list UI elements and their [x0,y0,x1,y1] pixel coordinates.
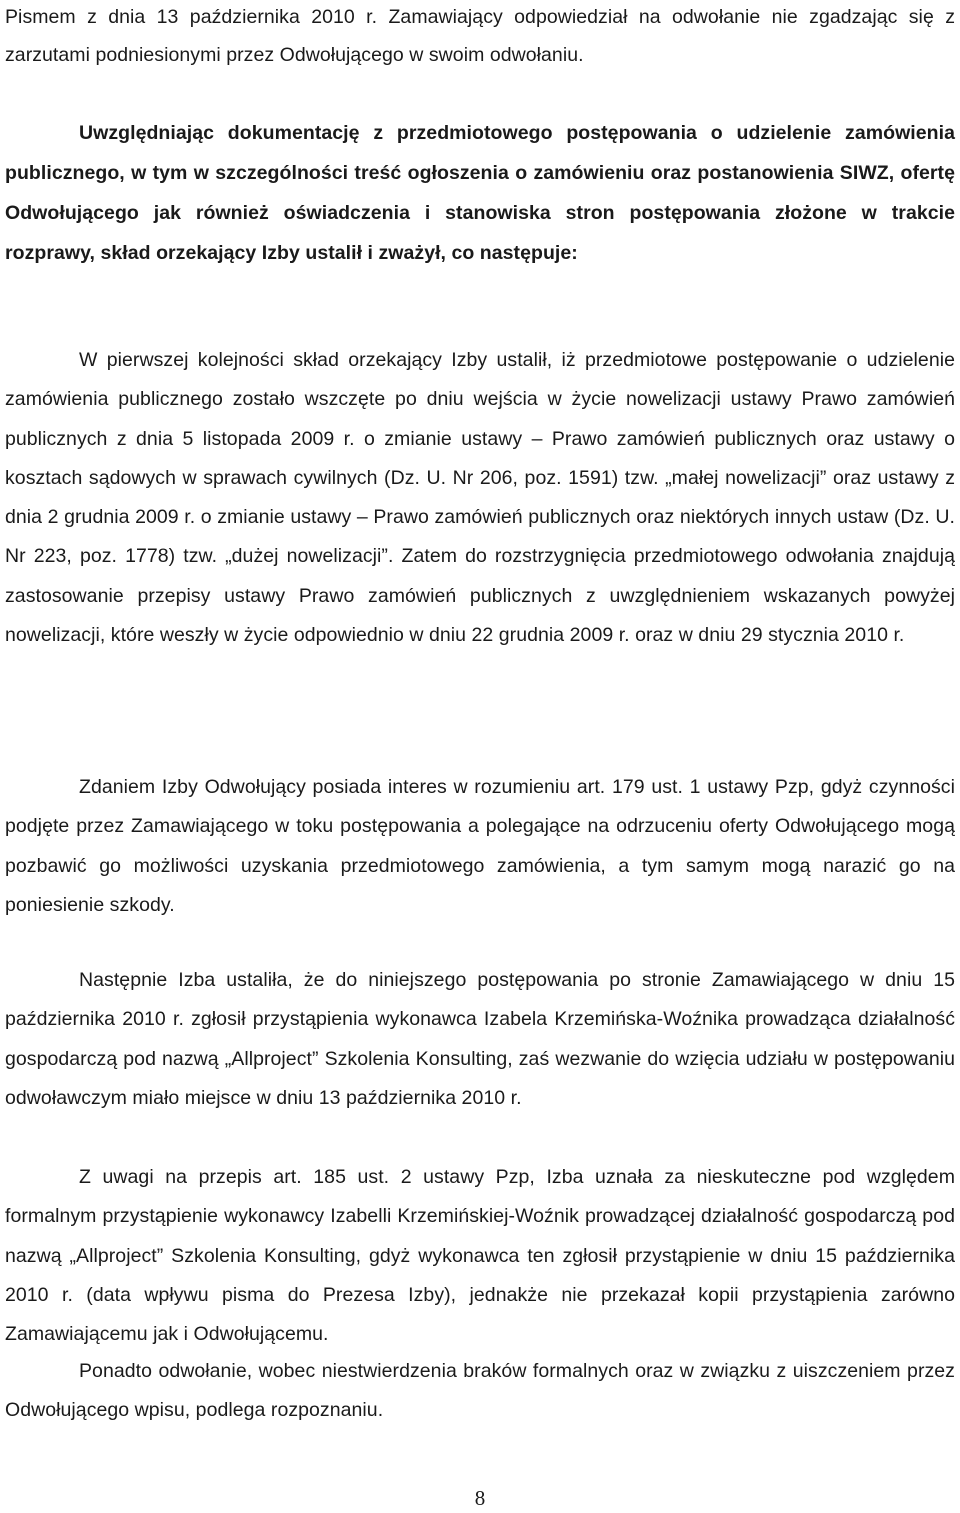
intro-paragraph: Pismem z dnia 13 października 2010 r. Zamawiający odpowiedział na odwołanie nie zgadzając się z zarzutami podniesionymi przez Odwołującego w swoim odwołaniu. [5,6,955,66]
page-number: 8 [474,1486,486,1510]
ineffective-accession-paragraph: Z uwagi na przepis art. 185 ust. 2 ustawy Pzp, Izba uznała za nieskuteczne pod względem formalnym przystąpienie wykonawcy Izabelli Krzemińskiej-Woźnik prowadzącej działalność gospodarczą pod nazwą „Allproject” Szkolenia Konsulting, gdyż wykonawca ten zgłosił przystąpienie w dniu 15 października 2010 r. (data wpływu pisma do Prezesa Izby), jednakże nie przekazał kopii przystąpienia zarówno Zamawiającemu jak i Odwołującemu. [5,1166,955,1346]
accession-paragraph: Następnie Izba ustaliła, że do niniejszego postępowania po stronie Zamawiającego w dniu 15 października 2010 r. zgłosił przystąpienia wykonawca Izabela Krzemińska-Woźnika prowadząca działalność gospodarczą pod nazwą „Allproject” Szkolenia Konsulting, zaś wezwanie do wzięcia udziału w postępowaniu odwoławczym miało miejsce w dniu 13 października 2010 r. [5,969,955,1109]
conclusion-paragraph: Ponadto odwołanie, wobec niestwierdzenia braków formalnych oraz w związku z uiszczeniem przez Odwołującego wpisu, podlega rozpoznaniu. [5,1360,955,1422]
legal-basis-paragraph: W pierwszej kolejności skład orzekający Izby ustalił, iż przedmiotowe postępowanie o udzielenie zamówienia publicznego zostało wszczęte po dniu wejścia w życie nowelizacji ustawy Prawo zamówień publicznych z dnia 5 listopada 2009 r. o zmianie ustawy – Prawo zamówień publicznych oraz ustawy o kosztach sądowych w sprawach cywilnych (Dz. U. Nr 206, poz. 1591) tzw. „małej nowelizacji” oraz ustawy z dnia 2 grudnia 2009 r. o zmianie ustawy – Prawo zamówień publicznych oraz niektórych innych ustaw (Dz. U. Nr 223, poz. 1778) tzw. „dużej nowelizacji”. Zatem do rozstrzygnięcia przedmiotowego odwołania znajdują zastosowanie przepisy ustawy Prawo zamówień publicznych z uwzględnieniem wskazanych powyżej nowelizacji, które weszły w życie odpowiednio w dniu 22 grudnia 2009 r. oraz w dniu 29 stycznia 2010 r. [5,349,955,647]
findings-heading-paragraph: Uwzględniając dokumentację z przedmiotowego postępowania o udzielenie zamówienia publicznego, w tym w szczególności treść ogłoszenia o zamówieniu oraz postanowienia SIWZ, ofertę Odwołującego jak również oświadczenia i stanowiska stron postępowania złożone w trakcie rozprawy, skład orzekający Izby ustalił i zważył, co następuje: [5,122,955,264]
interest-paragraph: Zdaniem Izby Odwołujący posiada interes w rozumieniu art. 179 ust. 1 ustawy Pzp, gdyż czynności podjęte przez Zamawiającego w toku postępowania a polegające na odrzuceniu oferty Odwołującego mogą pozbawić go możliwości uzyskania przedmiotowego zamówienia, a tym samym mogą narazić go na poniesienie szkody. [5,776,955,916]
